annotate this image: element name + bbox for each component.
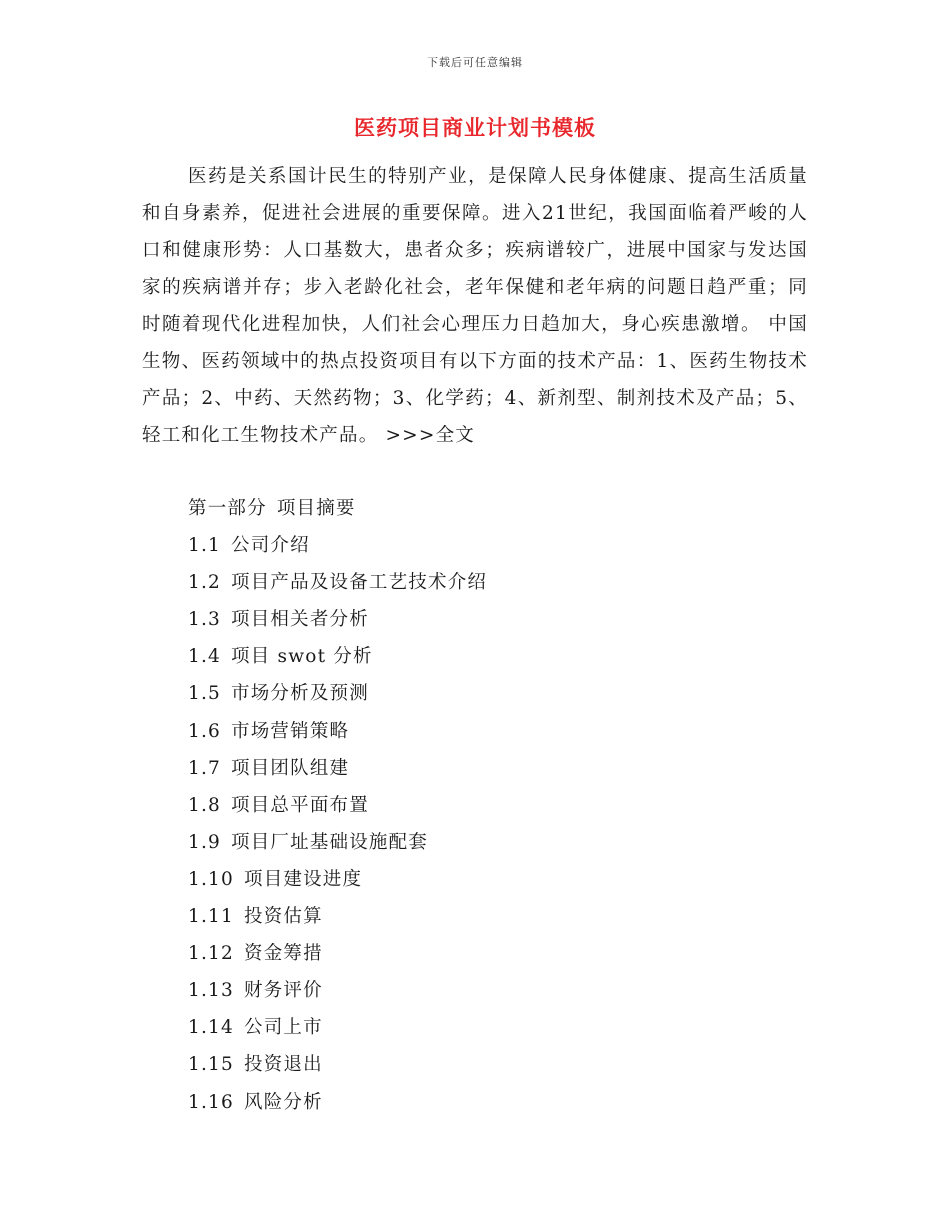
outline-item-1-4 <box>188 638 487 675</box>
outline-number: 1.12 <box>188 943 234 965</box>
outline-number: 1.2 <box>188 572 222 594</box>
outline-list <box>188 490 487 1121</box>
outline-item-1-12 <box>188 935 487 972</box>
outline-item-1-7 <box>188 750 487 787</box>
outline-label: 项目厂址基础设施配套 <box>231 831 429 853</box>
outline-label: 项目产品及设备工艺技术介绍 <box>231 572 488 594</box>
outline-label: 项目建设进度 <box>244 868 363 890</box>
outline-label: 公司上市 <box>244 1017 323 1039</box>
outline-item-1-10 <box>188 861 487 898</box>
outline-label: 项目 swot 分析 <box>231 646 373 668</box>
outline-label: 项目总平面布置 <box>231 794 369 816</box>
outline-label: 项目摘要 <box>276 498 356 519</box>
outline-number: 1.13 <box>188 980 234 1002</box>
outline-item-1-13 <box>188 972 487 1009</box>
outline-item-1-6 <box>188 713 487 750</box>
outline-item-1-16 <box>188 1084 487 1121</box>
outline-item-1-15 <box>188 1046 487 1083</box>
document-title: 医药项目商业计划书模板 <box>354 115 596 140</box>
outline-number: 1.16 <box>188 1091 234 1113</box>
outline-number: 1.11 <box>188 906 234 928</box>
outline-number: 1.3 <box>188 609 222 631</box>
outline-label: 财务评价 <box>244 980 323 1002</box>
intro-paragraph: 医药是关系国计民生的特别产业，是保障人民身体健康、提高生活质量和自身素养，促进社会进展的重要保障。进入21世纪，我国面临着严峻的人口和健康形势：人口基数大，患者众多；疾病谱较广，进展中国家与发达国家的疾病谱并存；步入老龄化社会，老年保健和老年病的问题日趋严重；同时随着现代化进程加快，人们社会心理压力日趋加大，身心疾患激增。 中国生物、医药领域中的热点投资项目有以下方面的技术产品：1、医药生物技术产品；2、中药、天然药物；3、化学药；4、新剂型、制剂技术及产品；5、轻工和化工生物技术产品。 >>>全文 <box>142 166 808 446</box>
outline-number: 1.6 <box>188 720 222 742</box>
outline-label: 项目团队组建 <box>231 757 350 779</box>
outline-item-1-1 <box>188 527 487 564</box>
outline-number: 1.7 <box>188 757 222 779</box>
outline-number: 1.4 <box>188 646 222 668</box>
outline-label: 市场分析及预测 <box>231 683 369 705</box>
page-header-note: 下载后可任意编辑 <box>427 56 523 69</box>
outline-label: 公司介绍 <box>231 535 310 557</box>
outline-item-1-5 <box>188 675 487 712</box>
outline-label: 市场营销策略 <box>231 720 350 742</box>
outline-number: 1.15 <box>188 1054 234 1076</box>
outline-label: 投资估算 <box>244 906 323 928</box>
outline-item-1-9 <box>188 824 487 861</box>
outline-number: 1.14 <box>188 1017 234 1039</box>
outline-number: 1.1 <box>188 535 222 557</box>
outline-item-1-14 <box>188 1009 487 1046</box>
outline-number: 1.9 <box>188 831 222 853</box>
outline-number: 第一部分 <box>188 498 267 519</box>
outline-item-1-8 <box>188 787 487 824</box>
outline-number: 1.5 <box>188 683 222 705</box>
outline-label: 项目相关者分析 <box>231 609 369 631</box>
outline-item-1-2 <box>188 564 487 601</box>
outline-number: 1.10 <box>188 868 234 890</box>
outline-number: 1.8 <box>188 794 222 816</box>
outline-label: 资金筹措 <box>244 943 323 965</box>
outline-item-1-3 <box>188 601 487 638</box>
outline-item-part-1 <box>188 490 487 527</box>
outline-item-1-11 <box>188 898 487 935</box>
outline-label: 投资退出 <box>244 1054 323 1076</box>
outline-label: 风险分析 <box>244 1091 323 1113</box>
